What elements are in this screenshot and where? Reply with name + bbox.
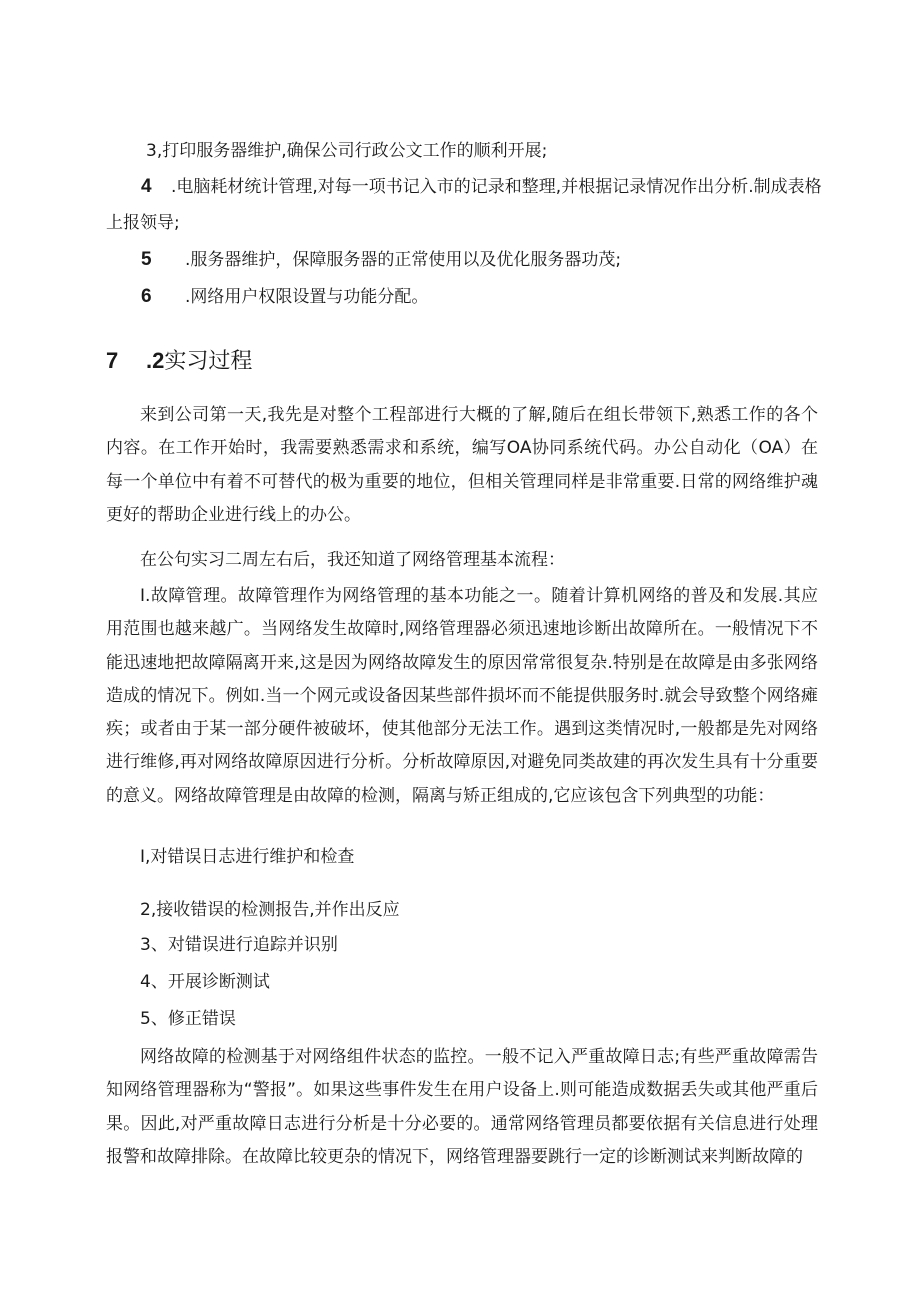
function-item-2: 2,接收错误的检测报告,并作出反应 — [140, 900, 400, 920]
paragraph-intro-process: 在公句实习二周左右后，我还知道了网络管理基本流程： — [140, 550, 565, 570]
paragraph-first-day: 来到公司第一天,我先是对整个工程部进行大概的了解,随后在组长带领下,熟悉工作的各个内容。在工作开始时，我需要熟悉需求和系统，编写OA协同系统代码。办公自动化（OA）在每一个单位中有着不可替代的极为重要的地位，但相关管理同样是非常重要.日常的网络维护魂更好的帮助企业进行线上的办公。 — [106, 405, 818, 525]
paragraph-fault-detection: 网络故障的检测基于对网络组件状态的监控。一般不记入严重故障日志;有些严重故障需告知网络管理器称为“警报”。如果这些事件发生在用户设备上.则可能造成数据丢失或其他严重后果。因此,对严重故障日志进行分析是十分必要的。通常网络管理员都要依据有关信息进行处理报警和故障排除。在故障比较更杂的情况下，网络管理器要跳行一定的诊断测试来判断故障的 — [106, 1047, 818, 1167]
paragraph-fault-management: I.故障管理。故障管理作为网络管理的基本功能之一。随着计算机网络的普及和发展.其应用范围也越来越广。当网络发生故障时,网络管理器必须迅速地诊断出故障所在。一般情况下不能迅速地把故障隔离开来,这是因为网络故障发生的原因常常很复杂.特别是在故障是由多张网络造成的情况下。例如.当一个网元或设备因某些部件损坏而不能提供服务时.就会导致整个网络瘫疾；或者由于某一部分硬件被破坏，使其他部分无法工作。遇到这类情况时,一般都是先对网络进行维修,再对网络故障原因进行分析。分析故障原因,对避免同类故建的再次发生具有十分重要的意义。网络故障管理是由故障的检测，隔离与矫正组成的,它应该包含下列典型的功能： — [106, 586, 818, 806]
duty-item-5 — [141, 249, 621, 271]
duty-item-4-continuation: 上报领导; — [106, 213, 180, 233]
section-title: 实习过程 — [164, 349, 253, 374]
duty-item-6-number: 6 — [141, 286, 152, 307]
duty-item-4-text: .电脑耗材统计管理,对每一项书记入市的记录和整理,并根据记录情况作出分析.制成表格 — [171, 177, 822, 197]
function-item-3: 3、对错误进行追踪并识别 — [140, 935, 338, 955]
duty-item-5-text: .服务器维护，保障服务器的正常使用以及优化服务器功茂; — [185, 250, 622, 270]
duty-item-4 — [141, 176, 822, 198]
section-heading — [106, 347, 252, 376]
duty-item-5-number: 5 — [141, 249, 152, 270]
duty-item-6-text: .网络用户权限设置与功能分配。 — [185, 287, 429, 307]
function-item-5: 5、修正错误 — [140, 1009, 236, 1029]
duty-item-3: 3,打印服务器维护,确保公司行政公文工作的顺利开展; — [146, 141, 548, 161]
section-subnumber: .2 — [146, 348, 165, 373]
section-number: 7 — [106, 348, 119, 373]
duty-item-6 — [141, 286, 428, 308]
function-item-1: I,对错误日志进行维护和检查 — [140, 847, 355, 867]
duty-item-4-number: 4 — [141, 176, 152, 197]
function-item-4: 4、开展诊断测试 — [140, 972, 270, 992]
